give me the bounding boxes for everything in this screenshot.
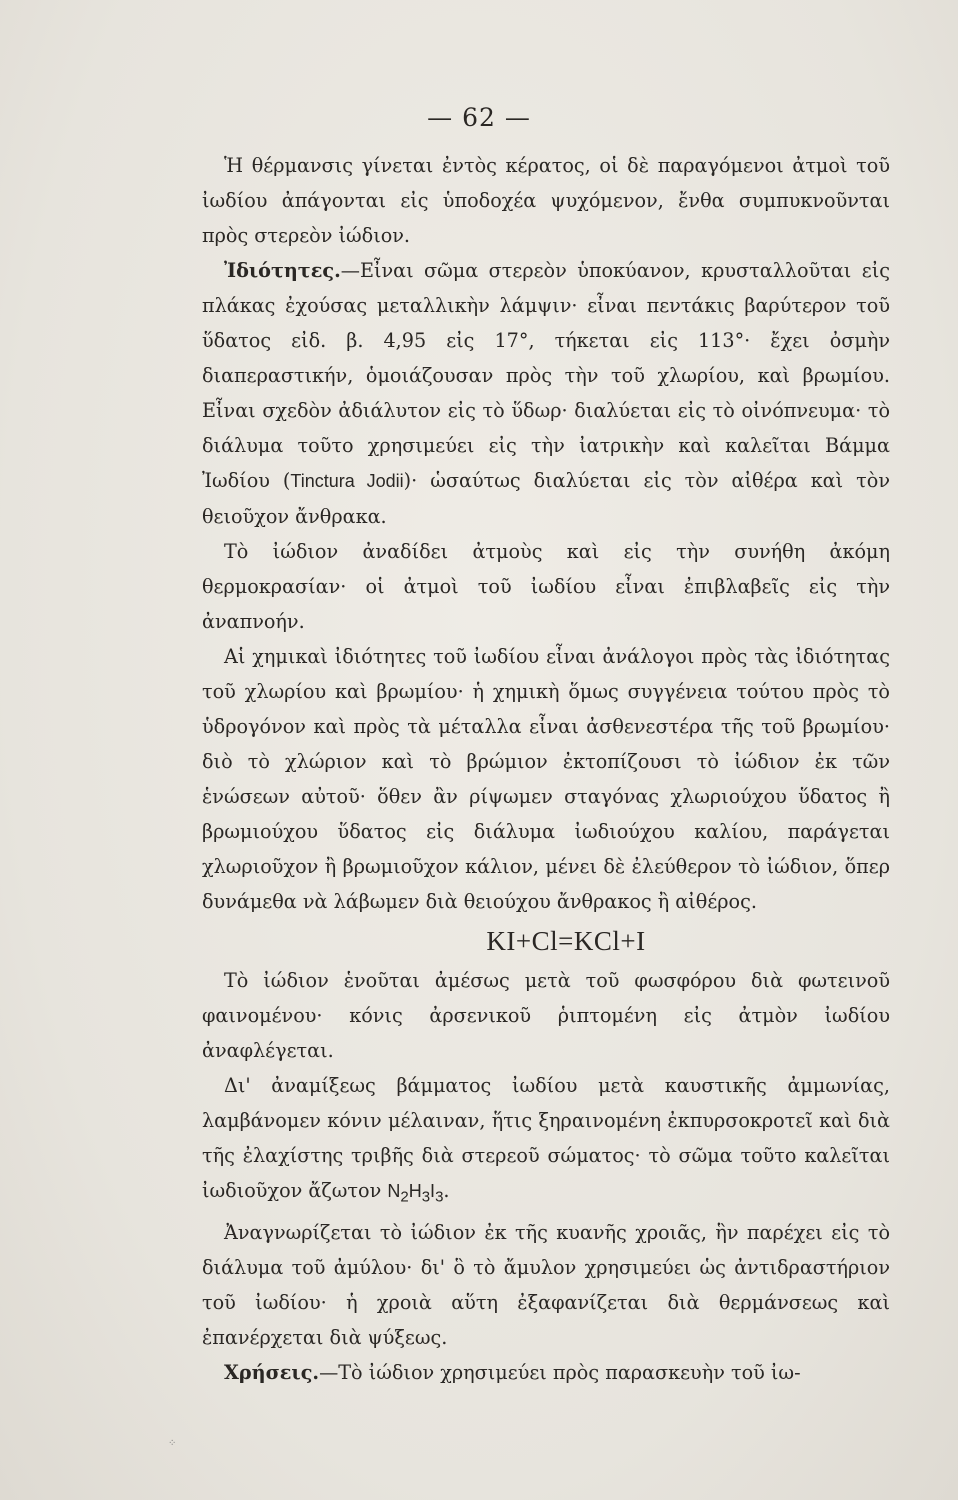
paper-specks: ⁘ — [168, 1438, 177, 1449]
formula-sub-3a: 3 — [421, 1188, 431, 1206]
properties-heading: Ἰδιότητες. — [224, 259, 341, 282]
nitrogen-iodide-formula — [387, 1181, 444, 1206]
ammonia-end: . — [443, 1179, 450, 1202]
paragraph-ammonia — [202, 1068, 890, 1215]
properties-end: )· ὡσαύτως διαλύεται εἰς τὸν αἰθέρα καὶ τὸν θειοῦχον ἄνθρακα. — [202, 469, 890, 528]
formula-i: I — [430, 1181, 436, 1201]
formula-sub-2: 2 — [400, 1188, 409, 1206]
paragraph-vapours: Τὸ ἰώδιον ἀναδίδει ἀτμοὺς καὶ εἰς τὴν συνήθη ἀκόμη θερμοκρασίαν· οἱ ἀτμοὶ τοῦ ἰωδίου εἶναι ἐπιβλαβεῖς εἰς τὴν ἀναπνοήν. — [202, 540, 890, 633]
formula-h: H — [408, 1181, 422, 1201]
uses-heading: Χρήσεις. — [224, 1360, 320, 1384]
paragraph-heating: Ἡ θέρμανσις γίνεται ἐντὸς κέρατος, οἱ δὲ παραγόμενοι ἀτμοὶ τοῦ ἰωδίου ἀπάγονται εἰς ὑποδοχέα ψυχόμενον, ἔνθα συμπυκνοῦνται πρὸς στερεὸν ἰώδιον. — [202, 154, 890, 247]
formula-sub-3b: 3 — [435, 1188, 444, 1206]
ammonia-body: Δι' ἀναμίξεως βάμματος ἰωδίου μετὰ καυστικῆς ἀμμωνίας, λαμβάνομεν κόνιν μέλαιναν, ἥτις ξηραινομένη ἐκπυρσοκροτεῖ καὶ διὰ τῆς ἐλαχίστης τριβῆς διὰ στερεοῦ σώματος· τὸ σῶμα τοῦτο καλεῖται ἰωδιοῦχον ἄζωτον — [202, 1074, 890, 1202]
properties-body: —Εἶναι σῶμα στερεὸν ὑποκύανον, κρυσταλλοῦται εἰς πλάκας ἐχούσας μεταλλικὴν λάμψιν· εἶναι πεντάκις βαρύτερον τοῦ ὕδατος εἰδ. β. 4,95 εἰς 17°, τήκεται εἰς 113°· ἔχει ὀσμὴν διαπεραστικήν, ὁμοιάζουσαν πρὸς τὴν τοῦ χλωρίου, καὶ βρωμίου. Εἶναι σχεδὸν ἀδιάλυτον εἰς τὸ ὕδωρ· διαλύεται εἰς τὸ οἰνόπνευμα· τὸ διάλυμα τοῦτο χρησιμεύει εἰς τὴν ἰατρικὴν καὶ καλεῖται Βάμμα Ἰωδίου ( — [202, 259, 890, 492]
paragraph-uses — [202, 1355, 890, 1390]
uses-body: —Τὸ ἰώδιον χρησιμεύει πρὸς παρασκευὴν τοῦ ἰω- — [319, 1360, 801, 1384]
paragraph-starch: Ἀναγνωρίζεται τὸ ἰώδιον ἐκ τῆς κυανῆς χροιᾶς, ἣν παρέχει εἰς τὸ διάλυμα τοῦ ἀμύλου· δι' ὃ τὸ ἄμυλον χρησιμεύει ὡς ἀντιδραστήριον τοῦ ἰωδίου· ἡ χροιὰ αὕτη ἐξαφανίζεται διὰ θερμάνσεως καὶ ἐπανέρχεται διὰ ψύξεως. — [202, 1220, 890, 1349]
page-text — [202, 148, 890, 1390]
page-number: — 62 — — [427, 103, 531, 132]
paragraph-properties — [202, 253, 890, 534]
formula-n: N — [387, 1181, 401, 1201]
reaction-formula: KI+Cl=KCl+I — [486, 926, 646, 956]
paragraph-phosphorus: Τὸ ἰώδιον ἑνοῦται ἀμέσως μετὰ τοῦ φωσφόρου διὰ φωτεινοῦ φαινομένου· κόνις ἀρσενικοῦ ῥιπτομένη εἰς ἀτμὸν ἰωδίου ἀναφλέγεται. — [202, 969, 890, 1062]
paragraph-chemical-properties: Αἱ χημικαὶ ἰδιότητες τοῦ ἰωδίου εἶναι ἀνάλογοι πρὸς τὰς ἰδιότητας τοῦ χλωρίου καὶ βρωμίου· ἡ χημικὴ ὅμως συγγένεια τούτου πρὸς τὸ ὑδρογόνον καὶ πρὸς τὰ μέταλλα εἶναι ἀσθενεστέρα τῆς τοῦ βρωμίου· διὸ τὸ χλώριον καὶ τὸ βρώμιον ἐκτοπίζουσι τὸ ἰώδιον ἐκ τῶν ἑνώσεων αὐτοῦ· ὅθεν ἂν ρίψωμεν σταγόνας χλωριούχου ὕδατος ἢ βρωμιούχου ὕδατος εἰς διάλυμα ἰωδιούχου καλίου, παράγεται χλωριοῦχον ἢ βρωμιοῦχον κάλιον, μένει δὲ ἐλεύθερον τὸ ἰώδιον, ὅπερ δυνάμεθα νὰ λάβωμεν διὰ θειούχου ἄνθρακος ἢ αἰθέρος. — [202, 645, 890, 913]
tinctura-name: Tinctura Jodii — [290, 471, 404, 491]
